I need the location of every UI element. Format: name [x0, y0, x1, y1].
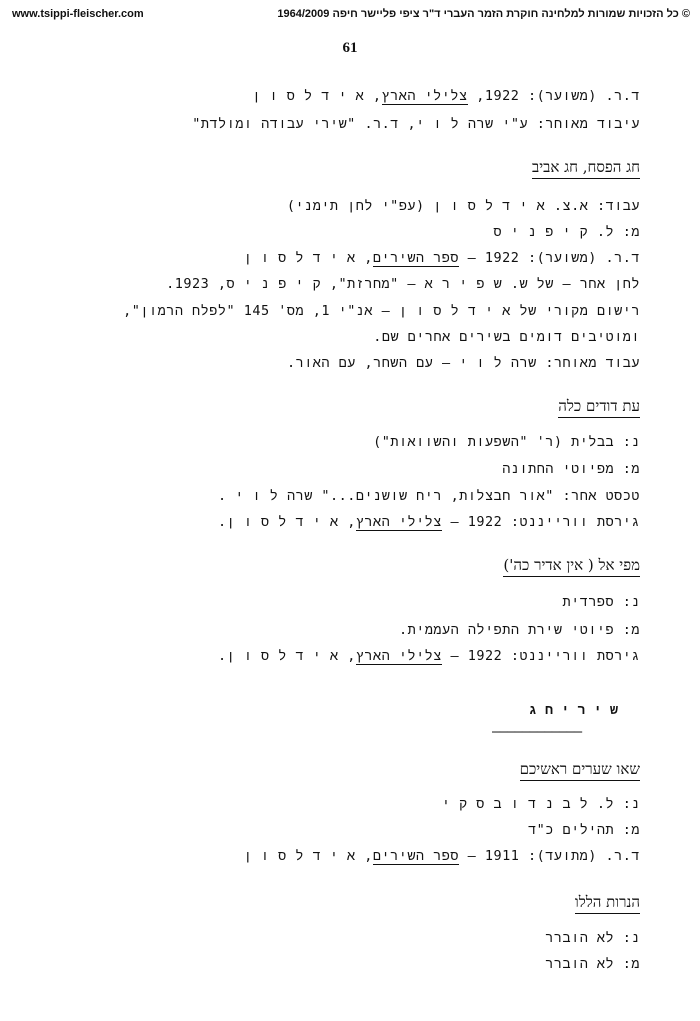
s1-line-5: רישום מקורי של א י ד ל ס ו ן – אנ"י 1, מס' 145 "לפלח הרמון", [123, 303, 640, 319]
book-title: ספר השירים [372, 250, 459, 266]
book-title: צלילי הארץ [381, 88, 468, 104]
s2-line-4-suffix: , א י ד ל ס ו ן. [217, 514, 356, 530]
top-line-1 [252, 88, 640, 105]
song-title: עת דודים כלה [558, 397, 640, 418]
s1-line-2: מ: ל. ק י פ נ י ס [493, 224, 640, 240]
s2-line-3: טכסט אחר: "אור חבצלות, ריח שושנים..." שרה ל ו י . [218, 488, 640, 504]
top-line-1-suffix: , א י ד ל ס ו ן [252, 88, 382, 104]
s1-line-6: ומוטיבים דומים בשירים אחרים שם. [373, 329, 640, 345]
top-line-1-prefix: ד.ר. (משוער): 1922, [476, 88, 640, 104]
s1-line-3-prefix: ד.ר. (משוער): 1922 – [467, 250, 640, 266]
s2-line-4 [218, 514, 640, 531]
s3-line-3-prefix: גירסת וורייננט: 1922 – [450, 648, 640, 664]
book-title: צלילי הארץ [355, 514, 442, 530]
s2-line-2: מ: מפיוטי החתונה [502, 461, 640, 477]
website-url[interactable]: www.tsippi-fleischer.com [12, 8, 144, 20]
s1-line-7: עבוד מאוחר: שרה ל ו י – עם השחר, עם האור. [286, 355, 640, 371]
s3-line-3-suffix: , א י ד ל ס ו ן. [217, 648, 356, 664]
book-title: צלילי הארץ [355, 648, 442, 664]
s2-line-1: נ: בבלית (ר' "השפעות והשוואות") [373, 434, 640, 450]
s4-line-2: מ: תהילים כ"ד [528, 822, 640, 838]
s1-line-1: עבוד: א.צ. א י ד ל ס ו ן (עפ"י לחן תימני) [286, 198, 640, 214]
song-title: מפי אל ( אין אדיר כה') [503, 556, 640, 577]
s4-line-1: נ: ל. ל ב נ ד ו ב ס ק י [441, 796, 640, 812]
s3-line-1: נ: ספרדית [562, 594, 640, 610]
song-title: שאו שערים ראשיכם [520, 760, 640, 781]
s4-line-3 [244, 848, 640, 865]
page-number: 61 [342, 40, 358, 56]
book-title: ספר השירים [372, 848, 459, 864]
s1-line-3 [244, 250, 640, 267]
s5-line-2: מ: לא הוברר [545, 956, 640, 972]
top-line-2: עיבוד מאוחר: ע"י שרה ל ו י, ד.ר. "שירי עבודה ומולדת" [192, 116, 640, 132]
s3-line-3 [218, 648, 640, 665]
s4-line-3-suffix: , א י ד ל ס ו ן [243, 848, 373, 864]
category-underline: –––––––––––– [492, 724, 582, 740]
song-title: חג הפסח, חג אביב [532, 158, 640, 179]
s4-line-3-prefix: ד.ר. (מתועד): 1911 – [467, 848, 640, 864]
s2-line-4-prefix: גירסת וורייננט: 1922 – [450, 514, 640, 530]
s5-line-1: נ: לא הוברר [545, 930, 640, 946]
category-heading: ש י ר י ח ג [528, 702, 618, 718]
song-title: הנרות הללו [575, 893, 640, 914]
s1-line-3-suffix: , א י ד ל ס ו ן [243, 250, 373, 266]
s3-line-2: מ: פיוטי שירת התפילה העממית. [399, 622, 640, 638]
copyright-notice: © כל הזכויות שמורות למלחינה חוקרת הזמר העברי ד"ר ציפי פליישר חיפה 1964/2009 [277, 8, 690, 20]
s1-line-4: לחן אחר – של ש. ש פ י ר א – "מחרזת", ק י פ נ י ס, 1923. [166, 276, 640, 292]
